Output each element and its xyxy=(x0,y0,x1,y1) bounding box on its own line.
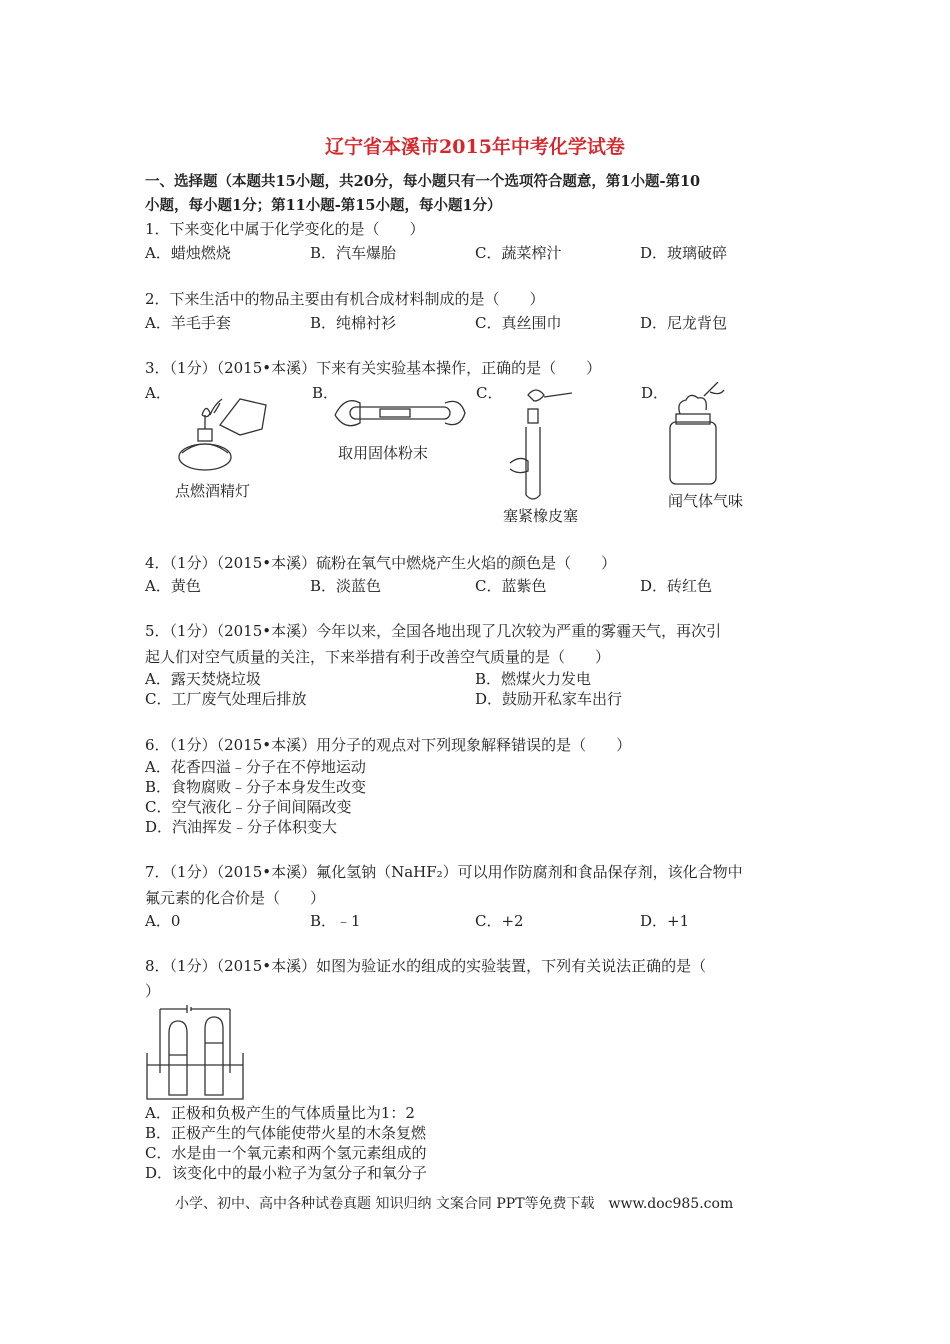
q1-option-a: A．蜡烛燃烧 xyxy=(145,244,231,262)
smell-gas-illustration xyxy=(660,382,730,492)
q4-option-a: A．黄色 xyxy=(145,577,201,595)
q3-caption-c: 塞紧橡皮塞 xyxy=(503,507,579,525)
q8-option-b: B．正极产生的气体能使带火星的木条复燃 xyxy=(145,1124,427,1142)
q4-option-c: C．蓝紫色 xyxy=(475,577,547,595)
q5-option-b: B．燃煤火力发电 xyxy=(475,670,592,688)
q6-option-c: C．空气液化﹣分子间间隔改变 xyxy=(145,798,352,816)
section-heading-line2: 小题，每小题1分；第11小题-第15小题，每小题1分） xyxy=(145,197,502,214)
rubber-stopper-illustration xyxy=(500,385,580,505)
q4-option-b: B．淡蓝色 xyxy=(310,577,382,595)
q6-stem: 6．（1分）（2015•本溪）用分子的观点对下列现象解释错误的是（ ） xyxy=(145,736,632,754)
q3-letter-b: B． xyxy=(312,384,339,402)
q7-option-d: D．+1 xyxy=(640,912,690,930)
q6-option-b: B．食物腐败﹣分子本身发生改变 xyxy=(145,778,367,796)
q7-stem-line1: 7．（1分）（2015•本溪）氟化氢钠（NaHF₂）可以用作防腐剂和食品保存剂，该化合物中 xyxy=(145,863,743,881)
q1-option-c: C．蔬菜榨汁 xyxy=(475,244,562,262)
q8-option-c: C．水是由一个氧元素和两个氢元素组成的 xyxy=(145,1144,427,1162)
q7-option-b: B．﹣1 xyxy=(310,912,361,930)
q8-stem-line2: ） xyxy=(145,982,161,1000)
q3-caption-a: 点燃酒精灯 xyxy=(175,482,251,500)
q3-letter-c: C． xyxy=(476,384,503,402)
q1-option-d: D．玻璃破碎 xyxy=(640,244,728,262)
q1-stem: 1．下来变化中属于化学变化的是（ ） xyxy=(145,220,425,238)
q5-stem-line2: 起人们对空气质量的关注，下来举措有利于改善空气质量的是（ ） xyxy=(145,648,611,666)
q5-option-d: D．鼓励开私家车出行 xyxy=(475,690,623,708)
page-title: 辽宁省本溪市2015年中考化学试卷 xyxy=(325,136,625,158)
q5-option-c: C．工厂废气处理后排放 xyxy=(145,690,307,708)
q3-caption-d: 闻气体气味 xyxy=(668,492,744,510)
q2-stem: 2．下来生活中的物品主要由有机合成材料制成的是（ ） xyxy=(145,290,545,308)
alcohol-lamp-illustration xyxy=(170,385,280,480)
q5-stem-line1: 5．（1分）（2015•本溪）今年以来，全国各地出现了几次较为严重的雾霾天气，再次引 xyxy=(145,622,722,640)
q2-option-c: C．真丝围巾 xyxy=(475,314,562,332)
q4-option-d: D．砖红色 xyxy=(640,577,713,595)
q6-option-a: A．花香四溢﹣分子在不停地运动 xyxy=(145,758,366,776)
electrolysis-apparatus-illustration xyxy=(145,1003,245,1103)
q1-option-b: B．汽车爆胎 xyxy=(310,244,397,262)
page-footer: 小学、初中、高中各种试卷真题 知识归纳 文案合同 PPT等免费下载 www.doc985.com xyxy=(175,1196,734,1212)
q3-letter-d: D． xyxy=(641,384,669,402)
section-heading-line1: 一、选择题（本题共15小题，共20分，每小题只有一个选项符合题意，第1小题-第10 xyxy=(145,173,701,190)
q4-stem: 4．（1分）（2015•本溪）硫粉在氧气中燃烧产生火焰的颜色是（ ） xyxy=(145,554,617,572)
q7-option-c: C．+2 xyxy=(475,912,524,930)
q6-option-d: D．汽油挥发﹣分子体积变大 xyxy=(145,818,338,836)
q3-letter-a: A． xyxy=(145,384,171,402)
q3-stem: 3．（1分）（2015•本溪）下来有关实验基本操作，正确的是（ ） xyxy=(145,359,602,377)
q7-option-a: A．0 xyxy=(145,912,181,930)
q8-option-a: A．正极和负极产生的气体质量比为1：2 xyxy=(145,1104,415,1122)
q2-option-d: D．尼龙背包 xyxy=(640,314,728,332)
solid-powder-illustration xyxy=(330,385,470,445)
q7-stem-line2: 氟元素的化合价是（ ） xyxy=(145,889,326,907)
q8-stem-line1: 8．（1分）（2015•本溪）如图为验证水的组成的实验装置，下列有关说法正确的是（ xyxy=(145,957,707,975)
q2-option-b: B．纯棉衬衫 xyxy=(310,314,397,332)
q8-option-d: D．该变化中的最小粒子为氢分子和氧分子 xyxy=(145,1164,428,1182)
q2-option-a: A．羊毛手套 xyxy=(145,314,231,332)
q3-caption-b: 取用固体粉末 xyxy=(338,444,429,462)
q5-option-a: A．露天焚烧垃圾 xyxy=(145,670,261,688)
